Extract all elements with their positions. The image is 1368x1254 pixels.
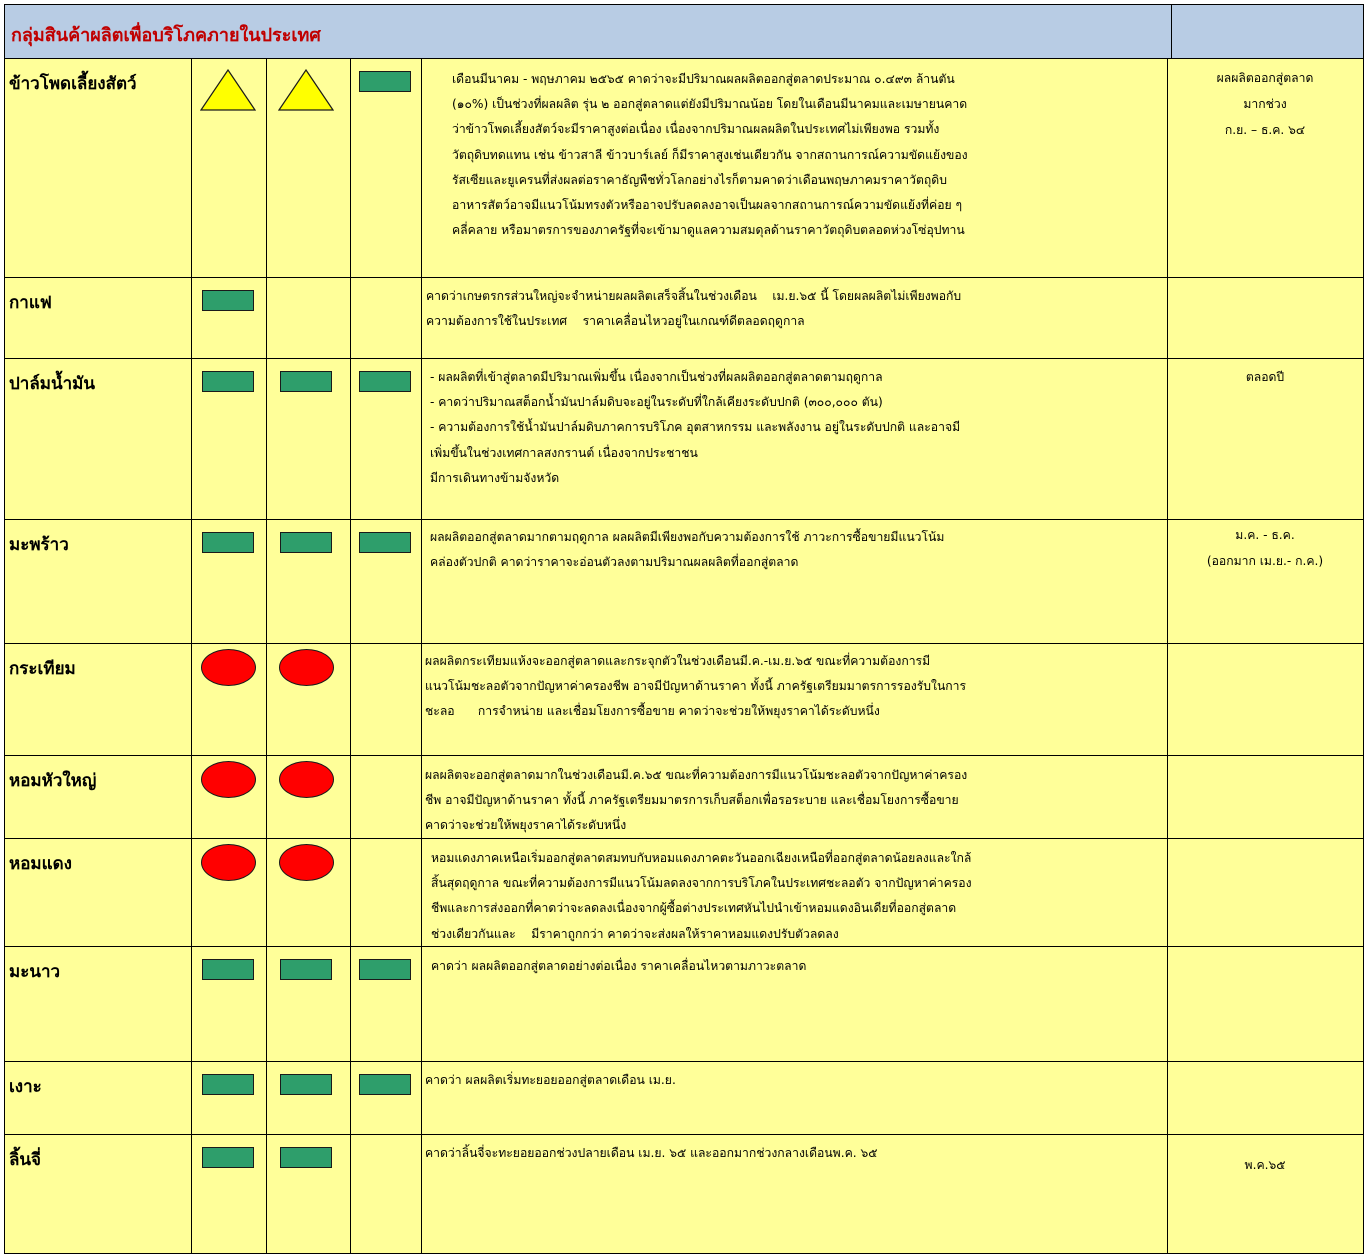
description-line: คล่องตัวปกติ คาดว่าราคาจะอ่อนตัวลงตามปริมาณผลผลิตที่ออกสู่ตลาด [430, 555, 799, 570]
description-line: วัตถุดิบทดแทน เช่น ข้าวสาลี ข้าวบาร์เลย์ ก็มีราคาสูงเช่นเดียวกัน จากสถานการณ์ความขัดแย้งของ [452, 147, 968, 162]
outlook-description [425, 1141, 877, 1166]
oval-icon [279, 761, 334, 798]
column-divider [191, 1062, 192, 1134]
commodity-name: ข้าวโพดเลี้ยงสัตว์ [9, 74, 137, 94]
table-row [4, 947, 1364, 1062]
column-divider [191, 644, 192, 755]
oval-icon [201, 844, 256, 881]
column-divider [350, 278, 351, 358]
outlook-description [425, 649, 966, 725]
period-line: ก.ย. – ธ.ค. ๖๔ [1224, 123, 1306, 137]
description-line: หอมแดงภาคเหนือเริ่มออกสู่ตลาดสมทบกับหอมแดงภาคตะวันออกเฉียงเหนือที่ออกสู่ตลาดน้อยลงและใกล้ [431, 851, 972, 865]
column-divider [1167, 278, 1168, 358]
commodity-name: หอมแดง [9, 854, 72, 874]
table-row [4, 644, 1364, 756]
column-divider [421, 1062, 422, 1134]
column-divider [266, 278, 267, 358]
rectangle-icon [202, 290, 254, 311]
column-divider [350, 359, 351, 519]
rectangle-icon [202, 532, 254, 553]
period-line: มากช่วง [1243, 97, 1287, 111]
column-divider [191, 839, 192, 946]
description-line: ชีพ อาจมีปัญหาด้านราคา ทั้งนี้ ภาครัฐเตรียมมาตรการเก็บสต็อกเพื่อรอระบาย และเชื่อมโยงการซื้อขาย [425, 793, 959, 808]
rectangle-icon [359, 1074, 411, 1095]
commodity-name: เงาะ [9, 1077, 42, 1097]
column-divider [191, 947, 192, 1061]
column-divider [191, 278, 192, 358]
rectangle-icon [280, 1074, 332, 1095]
column-divider [421, 278, 422, 358]
description-line: (๑๐%) เป็นช่วงที่ผลผลิต รุ่น ๒ ออกสู่ตลาดแต่ยังมีปริมาณน้อย โดยในเดือนมีนาคมและเมษายนคาด [452, 97, 968, 112]
description-line: ช่วงเดียวกันและ มีราคาถูกกว่า คาดว่าจะส่งผลให้ราคาหอมแดงปรับตัวลดลง [431, 926, 839, 941]
rectangle-icon [359, 371, 411, 392]
table-row [4, 756, 1364, 839]
description-line: - คาดว่าปริมาณสต็อกน้ำมันปาล์มดิบจะอยู่ในระดับที่ใกล้เคียงระดับปกติ (๓๐๐,๐๐๐ ตัน) [430, 395, 883, 410]
table-row [4, 359, 1364, 520]
column-divider [191, 1135, 192, 1253]
column-divider [266, 947, 267, 1061]
column-divider [350, 59, 351, 277]
description-line: อาหารสัตว์อาจมีแนวโน้มทรงตัวหรืออาจปรับลดลงอาจเป็นผลจากสถานการณ์ความขัดแย้งที่ค่อย ๆ [452, 197, 963, 212]
commodity-name: มะพร้าว [9, 535, 69, 555]
commodity-name: ลิ้นจี่ [9, 1150, 41, 1170]
column-divider [421, 359, 422, 519]
outlook-description [430, 365, 960, 491]
column-divider [191, 520, 192, 643]
rectangle-icon [280, 1147, 332, 1168]
column-divider [1167, 520, 1168, 643]
harvest-period [1170, 1152, 1360, 1178]
column-divider [350, 1135, 351, 1253]
table-row [4, 278, 1364, 359]
oval-icon [201, 761, 256, 798]
period-line: ผลผลิตออกสู่ตลาด [1216, 71, 1314, 85]
outlook-description [430, 525, 944, 575]
description-line: - ผลผลิตที่เข้าสู่ตลาดมีปริมาณเพิ่มขึ้น เนื่องจากเป็นช่วงที่ผลผลิตออกสู่ตลาดตามฤดูกาล [430, 370, 883, 384]
rectangle-icon [280, 532, 332, 553]
period-line: พ.ค.๖๕ [1244, 1158, 1286, 1172]
column-divider [1167, 839, 1168, 946]
description-line: เดือนมีนาคม - พฤษภาคม ๒๕๖๕ คาดว่าจะมีปริมาณผลผลิตออกสู่ตลาดประมาณ ๐.๔๙๓ ล้านตัน [452, 72, 955, 86]
rectangle-icon [359, 959, 411, 980]
description-line: เพิ่มขึ้นในช่วงเทศกาลสงกรานต์ เนื่องจากประชาชน [430, 445, 698, 460]
column-divider [266, 359, 267, 519]
triangle-icon [278, 69, 334, 115]
commodity-name: มะนาว [9, 962, 61, 982]
column-divider [421, 59, 422, 277]
column-divider [421, 839, 422, 946]
column-divider [266, 756, 267, 838]
table-row [4, 839, 1364, 947]
column-divider [1171, 5, 1172, 58]
period-line: ตลอดปี [1245, 370, 1285, 384]
rectangle-icon [202, 1074, 254, 1095]
commodity-name: กระเทียม [9, 659, 76, 679]
description-line: คาดว่าจะช่วยให้พยุงราคาได้ระดับหนึ่ง [425, 818, 627, 833]
column-divider [191, 756, 192, 838]
description-line: คาดว่าลิ้นจี่จะทะยอยออกช่วงปลายเดือน เม.ย. ๖๕ และออกมากช่วงกลางเดือนพ.ค. ๖๕ [425, 1146, 878, 1160]
column-divider [421, 644, 422, 755]
description-line: ผลผลิตจะออกสู่ตลาดมากในช่วงเดือนมี.ค.๖๕ ขณะที่ความต้องการมีแนวโน้มชะลอตัวจากปัญหาค่าครอง [425, 768, 968, 782]
outlook-description [425, 763, 967, 839]
column-divider [1167, 947, 1168, 1061]
harvest-period [1170, 522, 1360, 574]
section-header [4, 4, 1364, 59]
oval-icon [279, 649, 334, 686]
section-title: กลุ่มสินค้าผลิตเพื่อบริโภคภายในประเทศ [11, 25, 321, 46]
outlook-description [431, 954, 806, 979]
description-line: แนวโน้มชะลอตัวจากปัญหาค่าครองชีพ อาจมีปัญหาด้านราคา ทั้งนี้ ภาครัฐเตรียมมาตรการรองรับในการ [425, 679, 967, 694]
oval-icon [279, 844, 334, 881]
table-row [4, 1062, 1364, 1135]
triangle-icon [200, 69, 256, 115]
rectangle-icon [280, 959, 332, 980]
description-line: ชีพและการส่งออกที่คาดว่าจะลดลงเนื่องจากผู้ซื้อต่างประเทศหันไปนำเข้าหอมแดงอินเดียที่ออกสู่ตลาด [431, 901, 957, 916]
rectangle-icon [359, 532, 411, 553]
description-line: ว่าข้าวโพดเลี้ยงสัตว์จะมีราคาสูงต่อเนื่อง เนื่องจากปริมาณผลผลิตในประเทศไม่เพียงพอ รวมทั้ง [452, 122, 940, 137]
column-divider [421, 947, 422, 1061]
column-divider [266, 1135, 267, 1253]
description-line: ผลผลิตออกสู่ตลาดมากตามฤดูกาล ผลผลิตมีเพียงพอกับความต้องการใช้ ภาวะการซื้อขายมีแนวโน้ม [430, 530, 945, 544]
column-divider [421, 1135, 422, 1253]
rectangle-icon [202, 959, 254, 980]
table-row [4, 520, 1364, 644]
column-divider [266, 839, 267, 946]
table-row [4, 59, 1364, 278]
rectangle-icon [202, 1147, 254, 1168]
column-divider [350, 947, 351, 1061]
column-divider [266, 1062, 267, 1134]
outlook-description [425, 1068, 676, 1093]
column-divider [1167, 644, 1168, 755]
description-line: ชะลอ การจำหน่าย และเชื่อมโยงการซื้อขาย คาดว่าจะช่วยให้พยุงราคาได้ระดับหนึ่ง [425, 704, 880, 719]
column-divider [1167, 756, 1168, 838]
column-divider [191, 59, 192, 277]
column-divider [191, 359, 192, 519]
rectangle-icon [359, 71, 411, 92]
column-divider [421, 756, 422, 838]
description-line: สิ้นสุดฤดูกาล ขณะที่ความต้องการมีแนวโน้มลดลงจากการบริโภคในประเทศชะลอตัว จากปัญหาค่าครอง [431, 876, 972, 891]
column-divider [350, 520, 351, 643]
outlook-description [452, 67, 968, 243]
description-line: - ความต้องการใช้น้ำมันปาล์มดิบภาคการบริโภค อุตสาหกรรม และพลังงาน อยู่ในระดับปกติ และอาจมี [430, 420, 961, 435]
column-divider [1167, 359, 1168, 519]
column-divider [350, 1062, 351, 1134]
description-line: มีการเดินทางข้ามจังหวัด [430, 470, 560, 485]
period-line: ม.ค. - ธ.ค. [1235, 528, 1295, 542]
description-line: คาดว่า ผลผลิตออกสู่ตลาดอย่างต่อเนื่อง ราคาเคลื่อนไหวตามภาวะตลาด [431, 959, 807, 973]
description-line: คลี่คลาย หรือมาตรการของภาครัฐที่จะเข้ามาดูแลความสมดุลด้านราคาวัตถุดิบตลอดห่วงโซ่อุปทาน [452, 223, 965, 238]
table-row [4, 1135, 1364, 1254]
description-line: คาดว่า ผลผลิตเริ่มทะยอยออกสู่ตลาดเดือน เม.ย. [425, 1073, 676, 1087]
commodity-name: กาแฟ [9, 293, 52, 313]
column-divider [421, 520, 422, 643]
outlook-description [426, 284, 961, 334]
column-divider [1167, 59, 1168, 277]
column-divider [266, 520, 267, 643]
column-divider [350, 839, 351, 946]
description-line: ความต้องการใช้ในประเทศ ราคาเคลื่อนไหวอยู่ในเกณฑ์ดีตลอดฤดูกาล [426, 314, 805, 329]
description-line: รัสเซียและยูเครนที่ส่งผลต่อราคาธัญพืชทั่วโลกอย่างไรก็ตามคาดว่าเดือนพฤษภาคมราคาวัตถุดิบ [452, 172, 947, 187]
commodity-name: ปาล์มน้ำมัน [9, 374, 95, 394]
column-divider [266, 644, 267, 755]
commodity-name: หอมหัวใหญ่ [9, 771, 97, 791]
description-line: คาดว่าเกษตรกรส่วนใหญ่จะจำหน่ายผลผลิตเสร็จสิ้นในช่วงเดือน เม.ย.๖๕ นี้ โดยผลผลิตไม่เพียงพอกับ [426, 289, 962, 303]
rectangle-icon [280, 371, 332, 392]
period-line: (ออกมาก เม.ย.- ก.ค.) [1206, 554, 1324, 568]
column-divider [1167, 1135, 1168, 1253]
description-line: ผลผลิตกระเทียมแห้งจะออกสู่ตลาดและกระจุกตัวในช่วงเดือนมี.ค.-เม.ย.๖๕ ขณะที่ความต้องการมี [425, 654, 931, 668]
oval-icon [201, 649, 256, 686]
column-divider [1167, 1062, 1168, 1134]
harvest-period [1170, 364, 1360, 390]
rectangle-icon [202, 371, 254, 392]
column-divider [350, 644, 351, 755]
column-divider [266, 59, 267, 277]
column-divider [350, 756, 351, 838]
harvest-period [1170, 65, 1360, 143]
outlook-description [431, 846, 972, 947]
